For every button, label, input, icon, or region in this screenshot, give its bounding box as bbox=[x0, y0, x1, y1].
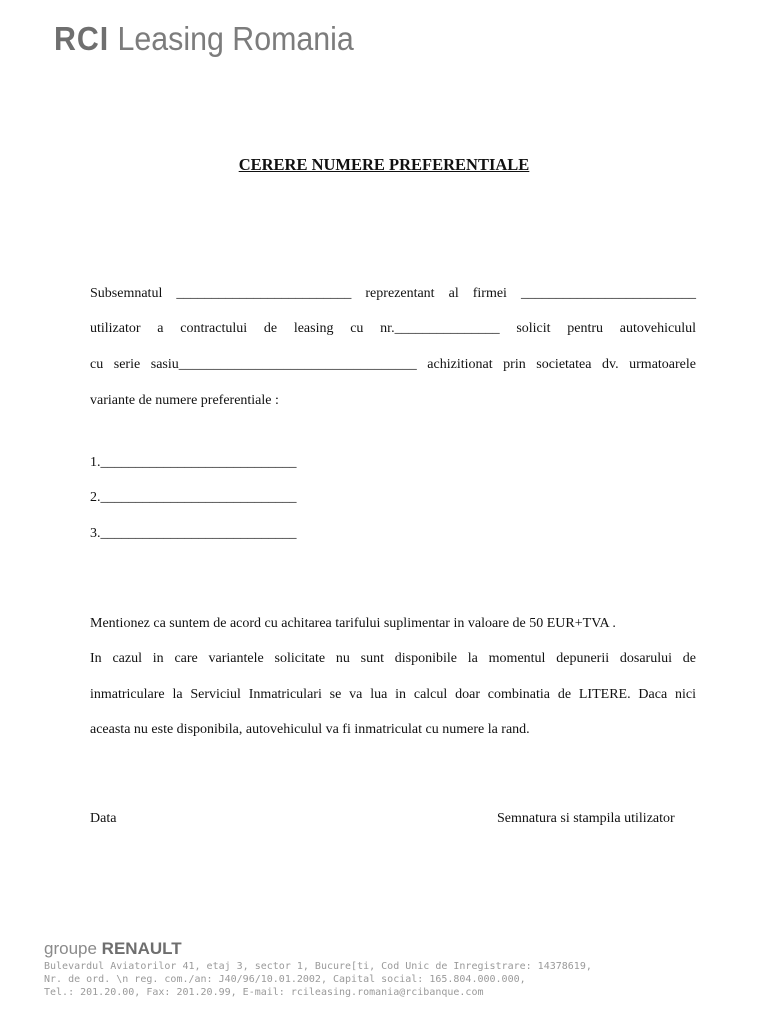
option-2: 2.____________________________ bbox=[90, 490, 297, 505]
conditions-line-1: In cazul in care variantele solicitate nu sunt disponibile la momentul depunerii dosarului de bbox=[90, 651, 696, 666]
body-line-3: cu serie sasiu__________________________________ achizitionat prin societatea dv. urmatoarele bbox=[90, 357, 696, 372]
logo-rci: RCI bbox=[54, 20, 110, 57]
signature-label: Semnatura si stampila utilizator bbox=[497, 811, 675, 826]
footer-brand bbox=[44, 938, 592, 960]
footer-brand-name: RENAULT bbox=[101, 939, 182, 958]
body-line-1: Subsemnatul _________________________ reprezentant al firmei _________________________ bbox=[90, 286, 696, 301]
body-line-4: variante de numere preferentiale : bbox=[90, 393, 279, 408]
logo-text: Leasing Romania bbox=[117, 20, 354, 57]
conditions-line-3: aceasta nu este disponibila, autovehiculul va fi inmatriculat cu numere la rand. bbox=[90, 722, 530, 737]
conditions-line-2: inmatriculare la Serviciul Inmatriculari se va lua in calcul doar combinatia de LITERE. Daca nici bbox=[90, 687, 696, 702]
footer-address-line: Bulevardul Aviatorilor 41, etaj 3, sector 1, Bucure[ti, Cod Unic de Inregistrare: 14378619, bbox=[44, 961, 592, 972]
company-logo bbox=[54, 20, 354, 58]
option-1: 1.____________________________ bbox=[90, 455, 297, 470]
footer bbox=[44, 938, 592, 999]
date-label: Data bbox=[90, 811, 117, 826]
body-line-2: utilizator a contractului de leasing cu nr._______________ solicit pentru autovehiculul bbox=[90, 321, 696, 336]
option-3: 3.____________________________ bbox=[90, 526, 297, 541]
document-title: CERERE NUMERE PREFERENTIALE bbox=[238, 155, 530, 174]
footer-contact-line: Tel.: 201.20.00, Fax: 201.20.99, E-mail: rcileasing.romania@rcibanque.com bbox=[44, 987, 484, 998]
footer-brand-prefix: groupe bbox=[44, 939, 97, 958]
footer-registry-line: Nr. de ord. \n reg. com./an: J40/96/10.01.2002, Capital social: 165.804.000.000, bbox=[44, 974, 526, 985]
tariff-statement: Mentionez ca suntem de acord cu achitarea tarifului suplimentar in valoare de 50 EUR+TVA . bbox=[90, 616, 616, 631]
